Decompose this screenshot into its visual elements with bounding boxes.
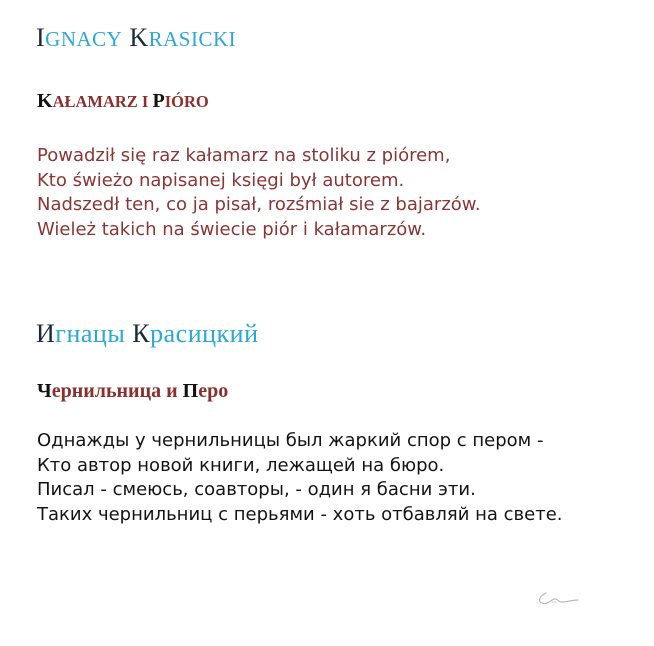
poem-title-polish: [37, 89, 209, 114]
poem-line: Однажды у чернильницы был жаркий спор с пером -: [37, 430, 544, 451]
title-initial: Ч: [37, 380, 52, 402]
signature-icon: [532, 586, 582, 610]
author-name-polish: [36, 23, 236, 54]
title-initial: K: [37, 90, 53, 112]
author-initial: И: [36, 319, 56, 348]
author-name-russian: [36, 319, 259, 349]
poem-line: Kto świeżo napisanej księgi był autorem.: [37, 169, 405, 191]
title-text: еро: [198, 380, 229, 402]
title-text: IÓRO: [164, 92, 209, 111]
author-name-rest: расицкий: [150, 319, 259, 348]
title-initial: П: [182, 380, 199, 402]
poem-line: Nadszedł ten, co ja pisał, rozśmiał sie z bajarzów.: [37, 194, 481, 215]
title-text: AŁAMARZ I: [52, 92, 153, 111]
poem-line: Писал - смеюсь, соавторы, - один я басни эти.: [37, 479, 476, 500]
poem-line: Powadził się raz kałamarz na stoliku z piórem,: [37, 145, 451, 166]
author-name-rest: RASICKI: [148, 27, 237, 51]
poem-text-polish: [37, 144, 481, 242]
title-initial: P: [152, 90, 165, 112]
poem-line: Wieleż takich na świecie piór i kałamarzów.: [37, 218, 427, 240]
author-initial: К: [132, 319, 151, 348]
poem-text-russian: [37, 429, 563, 527]
title-text: ернильница и: [51, 380, 183, 402]
poem-line: Таких чернильниц с перьями - хоть отбавляй на свете.: [37, 503, 563, 525]
author-name-rest: GNACY: [45, 27, 123, 51]
author-name-rest: гнацы: [55, 319, 126, 348]
author-initial: I: [36, 23, 46, 52]
author-initial: K: [129, 23, 149, 52]
poem-title-russian: [37, 379, 228, 403]
poem-line: Кто автор новой книги, лежащей на бюро.: [37, 454, 445, 476]
